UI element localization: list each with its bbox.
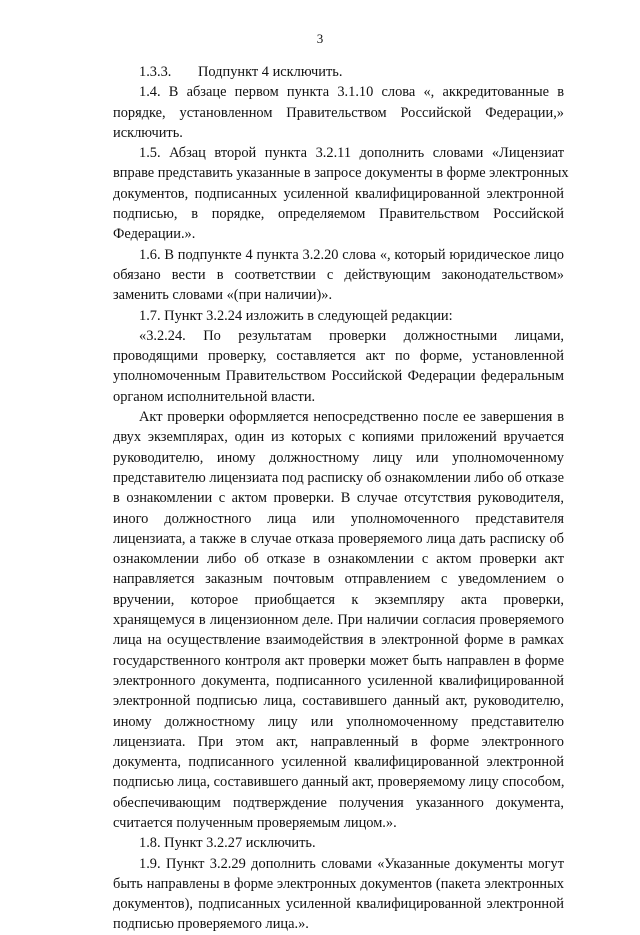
text-line: лица на осуществление взаимодействия в электронной форме в рамках	[113, 632, 564, 649]
text-line: считается полученным проверяемым лицом.».	[113, 814, 397, 831]
text-line: направляется заказным почтовым отправлением с уведомлением о	[113, 571, 564, 588]
text-line: уполномоченным Правительством Российской Федерации федеральным	[113, 368, 564, 385]
text-line: заменить словами «(при наличии)».	[113, 287, 333, 304]
text-line: 1.6. В подпункте 4 пункта 3.2.20 слова «, который юридическое лицо	[139, 246, 564, 263]
text-line: документа, подписанного усиленной квалифицированной электронной	[113, 754, 564, 771]
text-line: Федерации.».	[113, 226, 196, 243]
text-line: Акт проверки оформляется непосредственно после ее завершения в	[139, 409, 564, 426]
text-line: хранящемуся в лицензионном деле. При наличии согласия проверяемого	[113, 612, 564, 629]
text-line: иному должностному лицу или уполномоченному представителю	[113, 713, 564, 730]
text-line: документов), подписанных усиленной квалифицированной электронной	[113, 896, 564, 913]
page-number: 3	[316, 31, 324, 46]
text-line: государственного контроля акт проверки может быть направлен в форме	[113, 652, 564, 669]
text-line: двух экземплярах, один из которых с копиями приложений вручается	[113, 429, 564, 446]
text-line: руководителю, иному должностному лицу или уполномоченному	[113, 449, 564, 466]
document-body	[113, 62, 569, 935]
text-line: 1.9. Пункт 3.2.29 дополнить словами «Указанные документы могут	[139, 855, 564, 872]
text-line: лицензиата. При этом акт, направленный в форме электронного	[113, 733, 564, 750]
text-line: ознакомлении либо об отказе в ознакомлении с актом проверки акт	[113, 551, 564, 568]
text-line: электронной подписью лица, составившего данный акт, руководителю,	[113, 693, 564, 710]
text-line: быть направлены в форме электронных документов (пакета электронных	[113, 875, 564, 892]
text-line: подписью лица, составившего данный акт, проверяемому лицу способом,	[113, 774, 565, 791]
text-line	[113, 62, 564, 82]
text-line: проводящими проверку, составляется акт по форме, установленной	[113, 348, 564, 365]
text-line: электронного документа, подписанного усиленной квалифицированной	[113, 672, 564, 689]
text-line: порядке, установленном Правительством Российской Федерации,»	[113, 104, 564, 121]
text-line: иного должностного лица или уполномоченного представителя	[113, 510, 564, 527]
text-line: вправе представить указанные в запросе документы в форме электронных	[113, 165, 569, 182]
text-line: в ознакомлении с актом проверки. В случае отсутствия руководителя,	[113, 490, 564, 507]
text-line: 1.4. В абзаце первом пункта 3.1.10 слова «, аккредитованные в	[139, 84, 564, 101]
item-text: Подпункт 4 исключить.	[198, 64, 343, 80]
text-line: подписью проверяемого лица.».	[113, 916, 309, 933]
text-line: обеспечивающим подтверждение получения указанного документа,	[113, 794, 564, 811]
text-line: обязано вести в соответствии с действующим законодательством»	[113, 266, 564, 283]
text-line: исключить.	[113, 124, 183, 141]
text-line: документов, подписанных усиленной квалифицированной электронной	[113, 185, 564, 202]
text-line: вручении, которое приобщается к экземпляру акта проверки,	[113, 591, 564, 608]
text-line: лицензиата, а также в случае отказа проверяемого лица дать расписку об	[113, 530, 564, 547]
item-number: 1.3.3.	[139, 64, 172, 80]
text-line: органом исполнительной власти.	[113, 388, 316, 405]
text-line: 1.8. Пункт 3.2.27 исключить.	[139, 835, 316, 852]
text-line: 1.5. Абзац второй пункта 3.2.11 дополнить словами «Лицензиат	[139, 145, 564, 162]
text-line: представителю лицензиата под расписку об ознакомлении либо об отказе	[113, 469, 564, 486]
text-line: 1.7. Пункт 3.2.24 изложить в следующей редакции:	[139, 307, 453, 324]
text-line: «3.2.24. По результатам проверки должностными лицами,	[139, 327, 564, 344]
text-line: подписью, в порядке, определяемом Правительством Российской	[113, 206, 564, 223]
